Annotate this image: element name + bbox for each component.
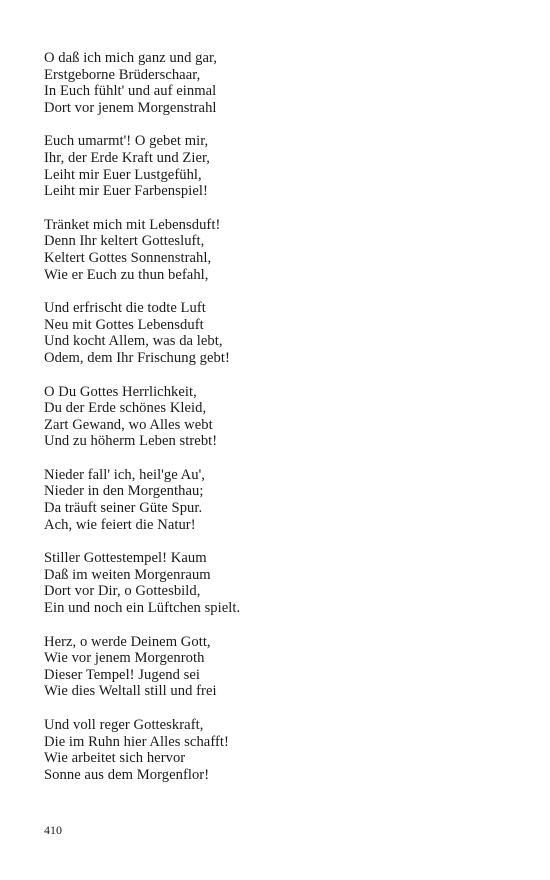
page-number: 410 bbox=[44, 823, 62, 837]
poem-line: Du der Erde schönes Kleid, bbox=[44, 400, 207, 417]
stanza-5 bbox=[44, 384, 514, 450]
poem-line: O Du Gottes Herrlichkeit, bbox=[44, 383, 197, 400]
poem-line: Und kocht Allem, was da lebt, bbox=[44, 333, 223, 350]
poem-line: Die im Ruhn hier Alles schafft! bbox=[44, 733, 229, 750]
poem-line: Ein und noch ein Lüftchen spielt. bbox=[44, 600, 241, 617]
stanza-8 bbox=[44, 634, 514, 700]
poem-line: Leiht mir Euer Lustgefühl, bbox=[44, 166, 202, 183]
poem-line: Nieder fall' ich, heil'ge Au', bbox=[44, 466, 205, 483]
stanza-9 bbox=[44, 717, 514, 783]
poem-line: Wie vor jenem Morgenroth bbox=[44, 650, 205, 667]
stanza-4 bbox=[44, 300, 514, 366]
poem-line: Wie dies Weltall still und frei bbox=[44, 683, 217, 700]
stanza-6 bbox=[44, 467, 514, 533]
poem-line: Odem, dem Ihr Frischung gebt! bbox=[44, 349, 230, 366]
poem-line: Ihr, der Erde Kraft und Zier, bbox=[44, 149, 211, 166]
poem-line: Neu mit Gottes Lebensduft bbox=[44, 316, 204, 333]
poem-line: Daß im weiten Morgenraum bbox=[44, 566, 211, 583]
poem-line: Erstgeborne Brüderschaar, bbox=[44, 66, 201, 83]
poem-line: Dieser Tempel! Jugend sei bbox=[44, 666, 200, 683]
poem-line: Leiht mir Euer Farbenspiel! bbox=[44, 183, 208, 200]
poem-line: Dort vor Dir, o Gottesbild, bbox=[44, 583, 201, 600]
poem-line: Keltert Gottes Sonnenstrahl, bbox=[44, 249, 212, 266]
poem-line: Da träuft seiner Güte Spur. bbox=[44, 500, 203, 517]
poem-line: Wie er Euch zu thun befahl, bbox=[44, 266, 209, 283]
poem-line: Sonne aus dem Morgenflor! bbox=[44, 766, 210, 783]
poem-line: Stiller Gottestempel! Kaum bbox=[44, 550, 207, 567]
poem-line: Dort vor jenem Morgenstrahl bbox=[44, 99, 217, 116]
stanza-1 bbox=[44, 50, 514, 116]
poem-line: Tränket mich mit Lebensduft! bbox=[44, 216, 221, 233]
stanza-2 bbox=[44, 133, 514, 199]
poem-line: Und erfrischt die todte Luft bbox=[44, 300, 206, 317]
stanza-3 bbox=[44, 217, 514, 283]
poem bbox=[44, 50, 514, 800]
poem-line: Euch umarmt'! O gebet mir, bbox=[44, 133, 209, 150]
poem-line: Ach, wie feiert die Natur! bbox=[44, 516, 196, 533]
poem-line: Und voll reger Gotteskraft, bbox=[44, 717, 204, 733]
poem-line: Nieder in den Morgenthau; bbox=[44, 483, 204, 500]
poem-line: O daß ich mich ganz und gar, bbox=[44, 50, 218, 66]
poem-line: Und zu höherm Leben strebt! bbox=[44, 433, 218, 450]
stanza-7 bbox=[44, 550, 514, 616]
poem-line: Denn Ihr keltert Gottesluft, bbox=[44, 233, 205, 250]
poem-line: Herz, o werde Deinem Gott, bbox=[44, 633, 211, 650]
poem-line: In Euch fühlt' und auf einmal bbox=[44, 83, 217, 100]
poem-line: Wie arbeitet sich hervor bbox=[44, 750, 186, 767]
poem-line: Zart Gewand, wo Alles webt bbox=[44, 416, 213, 433]
